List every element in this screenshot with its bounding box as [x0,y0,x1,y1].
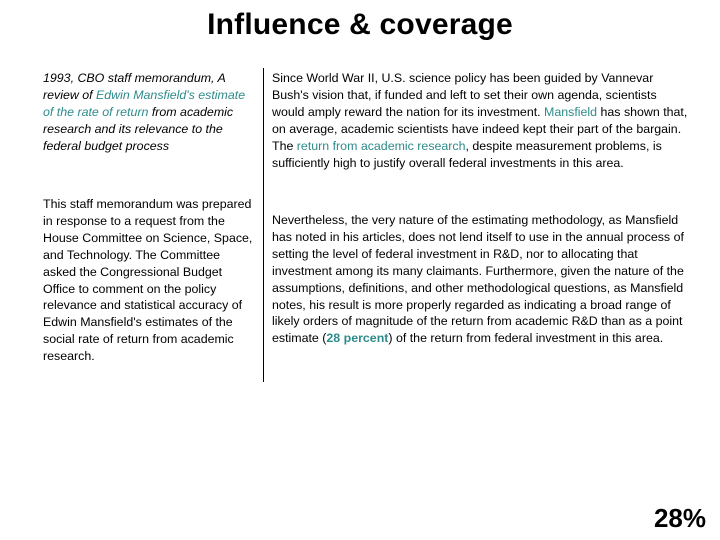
right-paragraph-methodology [272,212,692,347]
policy-text-1: Since World War II, U.S. science policy has been guided by Vannevar Bush's vision that, if funded and left to set their own agenda, scientists would amply reward the nation for its investment. [272,71,657,119]
percent-highlight: 28 percent [326,331,389,346]
mansfield-highlight: Mansfield [544,104,598,119]
citation-text-start: 1993, CBO staff memorandum, A review of [43,71,226,102]
methodology-text-1: Nevertheless, the very nature of the estimating methodology, as Mansfield has noted in his articles, does not lend itself to use in the annual process of setting the level of federal investment in R&D, nor to allocating that investment among its many claimants. Furthermore, given the nature of the assumptions, definitions, and other methodological questions, as Mansfield notes, his result is more properly regarded as indicating a broad range of likely orders of magnitude of the return from academic R&D than as a point estimate ( [272,213,684,346]
memo-text: This staff memorandum was prepared in response to a request from the House Committee on Science, Space, and Technology. The Committee asked the Congressional Budget Office to comment on the policy relevance and statistical accuracy of Edwin Mansfield's estimates of the social rate of return from academic research. [43,197,253,364]
left-paragraph-memo [43,196,255,365]
big-percent-label: 28% [653,503,706,533]
policy-text-2: has shown that, on average, academic scientists have indeed kept their part of the bargain. The [272,104,688,153]
column-divider [263,68,264,382]
citation-highlight: Edwin Mansfield's estimate of the rate of return [43,87,246,119]
methodology-text-2: ) of the return from federal investment in this area. [388,331,664,346]
citation-text-end: from academic research and its relevance to the federal budget process [43,104,234,153]
right-paragraph-policy [272,70,692,171]
left-paragraph-citation [43,70,255,155]
slide-title: Influence & coverage [207,8,513,41]
return-highlight: return from academic research [296,138,466,153]
policy-text-3: , despite measurement problems, is sufficiently high to justify overall federal investments in this area. [272,138,662,170]
